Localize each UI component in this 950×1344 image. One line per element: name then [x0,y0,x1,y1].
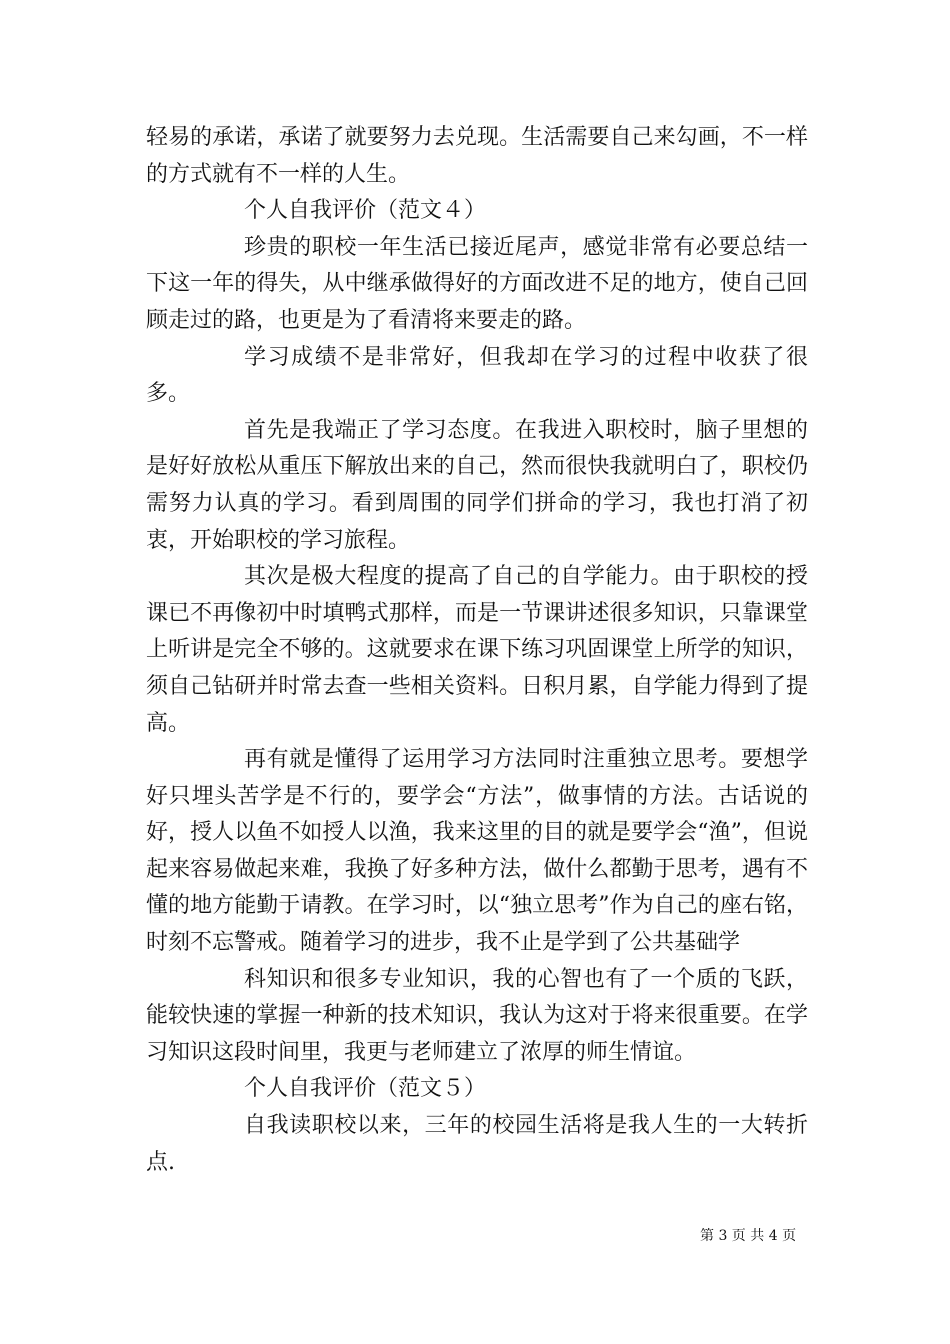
paragraph-turning-point: 自我读职校以来，三年的校园生活将是我人生的一大转折点. [146,1113,808,1175]
section-heading-sample-4: 个人自我评价（范文４） [244,198,487,224]
paragraph-continuation: 轻易的承诺，承诺了就要努力去兑现。生活需要自己来勾画，不一样的方式就有不一样的人生。 [146,125,808,187]
paragraph-knowledge: 科知识和很多专业知识，我的心智也有了一个质的飞跃，能较快速的掌握一种新的技术知识，我认为这对于将来很重要。在学习知识这段时间里，我更与老师建立了浓厚的师生情谊。 [146,966,808,1065]
paragraph-intro: 珍贵的职校一年生活已接近尾声，感觉非常有必要总结一下这一年的得失，从中继承做得好的方面改进不足的地方，使自己回顾走过的路，也更是为了看清将来要走的路。 [146,234,808,333]
paragraph-methods: 再有就是懂得了运用学习方法同时注重独立思考。要想学好只埋头苦学是不行的，要学会“方法”，做事情的方法。古话说的好，授人以鱼不如授人以渔，我来这里的目的就是要学会“渔”，但说起来容易做起来难，我换了好多种方法，做什么都勤于思考，遇有不懂的地方能勤于请教。在学习时，以“独立思考”作为自己的座右铭，时刻不忘警戒。随着学习的进步，我不止是学到了公共基础学 [146,747,808,956]
paragraph-grades: 学习成绩不是非常好，但我却在学习的过程中收获了很多。 [146,344,808,407]
section-heading-sample-5: 个人自我评价（范文５） [244,1076,487,1102]
document-body [146,120,808,1181]
paragraph-self-study: 其次是极大程度的提高了自己的自学能力。由于职校的授课已不再像初中时填鸭式那样，而是一节课讲述很多知识，只靠课堂上听讲是完全不够的。这就要求在课下练习巩固课堂上所学的知识，须自己钻研并时常去查一些相关资料。日积月累，自学能力得到了提高。 [146,564,808,736]
paragraph-attitude: 首先是我端正了学习态度。在我进入职校时，脑子里想的是好好放松从重压下解放出来的自己，然而很快我就明白了，职校仍需努力认真的学习。看到周围的同学们拼命的学习，我也打消了初衷，开始职校的学习旅程。 [146,417,808,553]
page-number-footer: 第 3 页 共 4 页 [700,1228,797,1244]
